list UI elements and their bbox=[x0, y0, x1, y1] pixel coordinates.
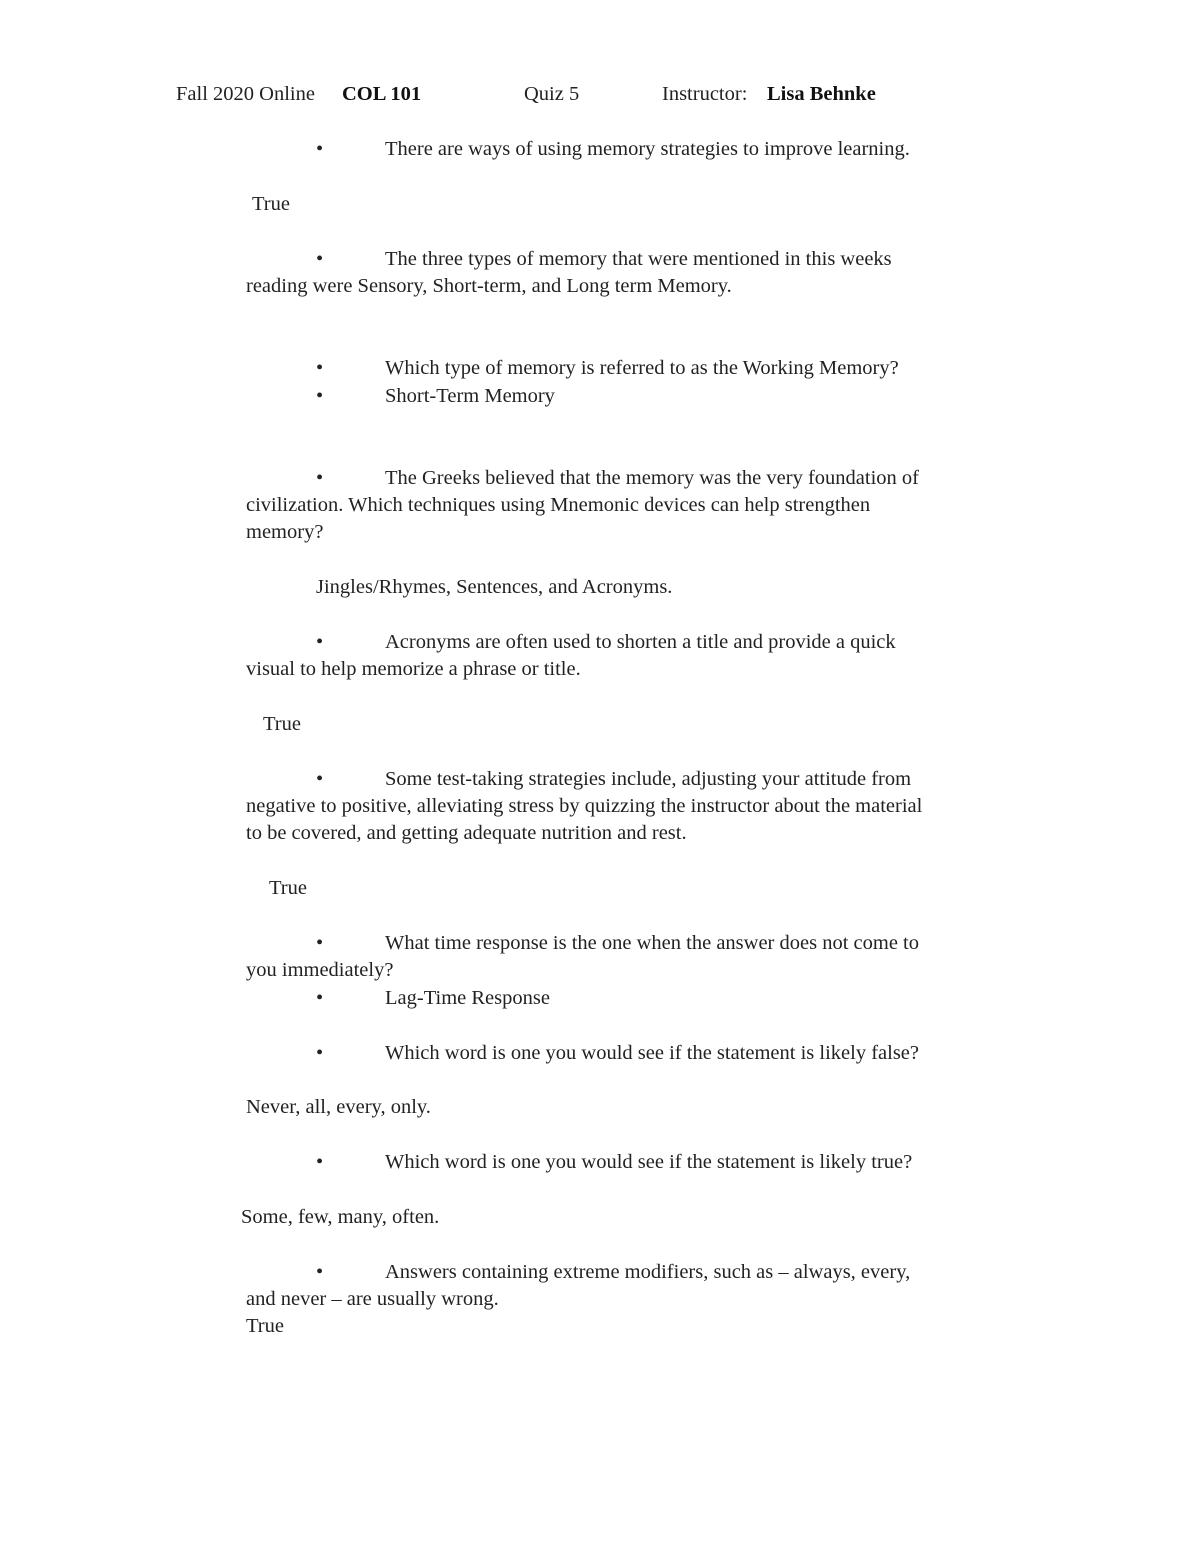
bullet: • bbox=[316, 248, 324, 270]
bullet: • bbox=[316, 385, 324, 407]
question-text: civilization. Which techniques using Mnemonic devices can help strengthen bbox=[246, 494, 871, 516]
question-text: reading were Sensory, Short-term, and Long term Memory. bbox=[246, 275, 732, 297]
quiz-number: Quiz 5 bbox=[524, 83, 580, 105]
question-text: The Greeks believed that the memory was the very foundation of bbox=[385, 467, 919, 489]
answer-text: Lag-Time Response bbox=[385, 987, 550, 1009]
course-code: COL 101 bbox=[342, 83, 422, 105]
bullet: • bbox=[316, 631, 324, 653]
bullet: • bbox=[316, 467, 324, 489]
question-text: to be covered, and getting adequate nutrition and rest. bbox=[246, 822, 687, 844]
bullet: • bbox=[316, 357, 324, 379]
question-text: Which type of memory is referred to as the Working Memory? bbox=[385, 357, 899, 379]
question-text: visual to help memorize a phrase or title. bbox=[246, 658, 581, 680]
question-text: There are ways of using memory strategies to improve learning. bbox=[385, 138, 910, 160]
question-text: Which word is one you would see if the statement is likely true? bbox=[385, 1151, 913, 1173]
question-text: Answers containing extreme modifiers, such as – always, every, bbox=[385, 1261, 911, 1283]
answer-text: True bbox=[252, 193, 290, 215]
bullet: • bbox=[316, 1042, 324, 1064]
answer-text: True bbox=[246, 1315, 284, 1337]
question-text: you immediately? bbox=[246, 959, 394, 981]
answer-text: Some, few, many, often. bbox=[241, 1206, 440, 1228]
question-text: memory? bbox=[246, 521, 324, 543]
answer-text: Never, all, every, only. bbox=[246, 1096, 431, 1118]
instructor-name: Lisa Behnke bbox=[767, 83, 876, 105]
answer-text: True bbox=[269, 877, 307, 899]
answer-text: Short-Term Memory bbox=[385, 385, 555, 407]
question-text: What time response is the one when the answer does not come to bbox=[385, 932, 919, 954]
bullet: • bbox=[316, 1261, 324, 1283]
answer-text: True bbox=[263, 713, 301, 735]
question-text: negative to positive, alleviating stress by quizzing the instructor about the material bbox=[246, 795, 923, 817]
question-text: The three types of memory that were mentioned in this weeks bbox=[385, 248, 892, 270]
question-text: and never – are usually wrong. bbox=[246, 1288, 499, 1310]
bullet: • bbox=[316, 932, 324, 954]
answer-text: Jingles/Rhymes, Sentences, and Acronyms. bbox=[316, 576, 673, 598]
header-term: Fall 2020 Online bbox=[176, 83, 315, 105]
bullet: • bbox=[316, 768, 324, 790]
bullet: • bbox=[316, 987, 324, 1009]
question-text: Some test-taking strategies include, adjusting your attitude from bbox=[385, 768, 912, 790]
instructor-label: Instructor: bbox=[662, 83, 748, 105]
bullet: • bbox=[316, 138, 324, 160]
question-text: Acronyms are often used to shorten a title and provide a quick bbox=[385, 631, 896, 653]
question-text: Which word is one you would see if the statement is likely false? bbox=[385, 1042, 920, 1064]
bullet: • bbox=[316, 1151, 324, 1173]
